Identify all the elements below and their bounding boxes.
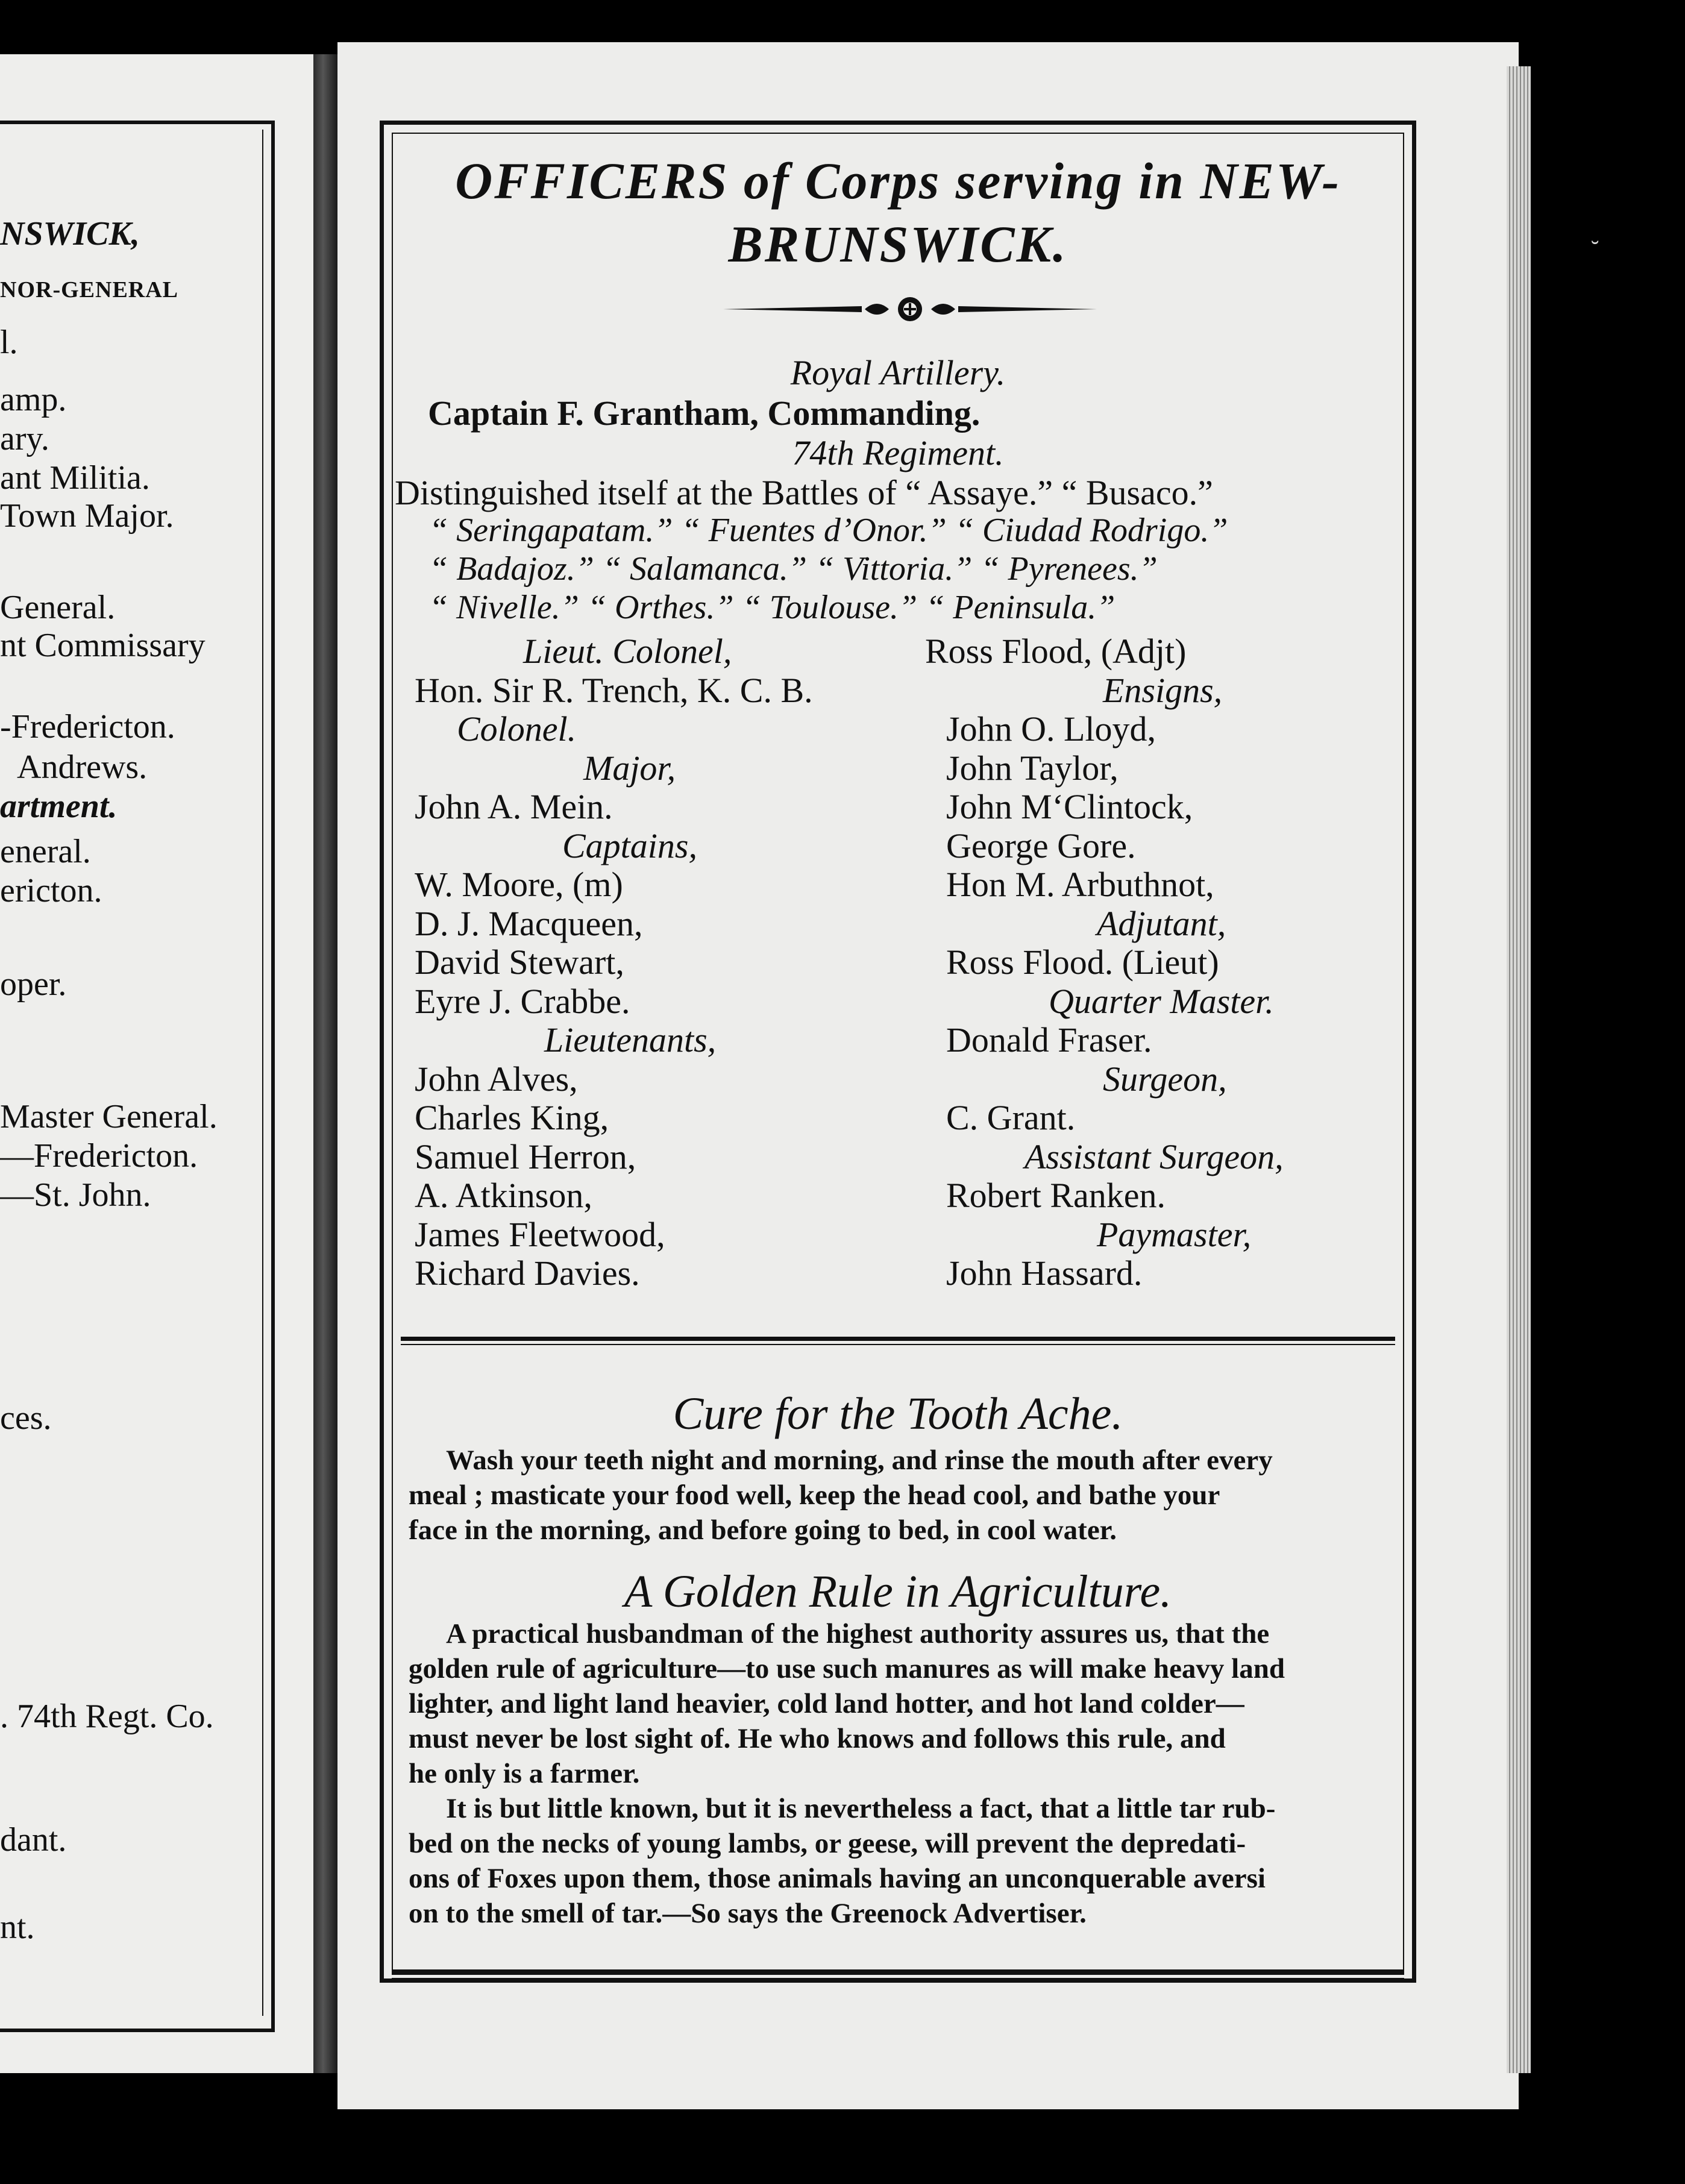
tooth-ache-line: face in the morning, and before going to bed, in cool water. bbox=[409, 1514, 1117, 1546]
officer-name: George Gore. bbox=[946, 826, 1136, 865]
page-title-continued: BRUNSWICK. bbox=[728, 215, 1068, 273]
officer-name: Eyre J. Crabbe. bbox=[415, 981, 630, 1021]
left-page-line: artment. bbox=[0, 788, 118, 825]
ornament-divider bbox=[723, 294, 1097, 324]
officer-name: Ross Flood. (Lieut) bbox=[946, 943, 1219, 982]
scan-mark: ˘ bbox=[1591, 236, 1599, 263]
heading-tooth-ache: Cure for the Tooth Ache. bbox=[673, 1389, 1123, 1439]
officer-rank: Quarter Master. bbox=[1049, 981, 1274, 1021]
golden-rule-line: ons of Foxes upon them, those animals having an unconquerable aversi bbox=[409, 1863, 1266, 1894]
officer-name: John Hassard. bbox=[946, 1254, 1143, 1293]
tooth-ache-line: meal ; masticate your food well, keep the head cool, and bathe your bbox=[409, 1480, 1220, 1511]
officer-name: John O. Lloyd, bbox=[946, 709, 1156, 748]
left-page-line: ary. bbox=[0, 420, 49, 457]
golden-rule-line: golden rule of agriculture—to use such manures as will make heavy land bbox=[409, 1653, 1285, 1684]
left-page-line: Andrews. bbox=[17, 748, 148, 786]
officer-rank: Major, bbox=[583, 748, 676, 788]
officer-name: Robert Ranken. bbox=[946, 1176, 1166, 1215]
officer-name: Hon M. Arbuthnot, bbox=[946, 865, 1214, 904]
officer-name: Donald Fraser. bbox=[946, 1020, 1152, 1059]
left-page-line: —Fredericton. bbox=[0, 1137, 198, 1175]
officer-name: John Alves, bbox=[415, 1059, 578, 1099]
left-page-line: Master General. bbox=[0, 1098, 218, 1135]
officer-rank: Adjutant, bbox=[1097, 903, 1226, 943]
left-page-line: nt. bbox=[0, 1909, 35, 1946]
officer-name: Ross Flood, (Adjt) bbox=[925, 632, 1187, 671]
left-page-line: . 74th Regt. Co. bbox=[0, 1698, 214, 1735]
golden-rule-line: he only is a farmer. bbox=[409, 1758, 640, 1789]
golden-rule-line: It is but little known, but it is nevertheless a fact, that a little tar rub- bbox=[446, 1793, 1276, 1824]
left-page-line: amp. bbox=[0, 381, 67, 418]
officer-rank: Ensigns, bbox=[1103, 670, 1223, 710]
officer-name: James Fleetwood, bbox=[415, 1214, 665, 1254]
golden-rule-line: A practical husbandman of the highest authority assures us, that the bbox=[446, 1618, 1270, 1649]
golden-rule-line: must never be lost sight of. He who knows and follows this rule, and bbox=[409, 1723, 1226, 1754]
artillery-commander: Captain F. Grantham, Commanding. bbox=[428, 394, 981, 433]
left-page-line: NOR-GENERAL bbox=[0, 277, 179, 303]
battle-honours-line: “ Seringapatam.” “ Fuentes d’Onor.” “ Ciudad Rodrigo.” bbox=[429, 512, 1228, 549]
tooth-ache-line: Wash your teeth night and morning, and rinse the mouth after every bbox=[446, 1445, 1273, 1476]
golden-rule-line: on to the smell of tar.—So says the Greenock Advertiser. bbox=[409, 1898, 1087, 1929]
left-page-line: NSWICK, bbox=[0, 215, 140, 253]
left-page-line: Town Major. bbox=[0, 497, 174, 535]
battle-honours-line: “ Nivelle.” “ Orthes.” “ Toulouse.” “ Peninsula.” bbox=[429, 589, 1115, 626]
bottom-rule bbox=[392, 1971, 1404, 1979]
page-title: OFFICERS of Corps serving in NEW- bbox=[455, 152, 1341, 210]
section-heading-royal-artillery: Royal Artillery. bbox=[790, 353, 1006, 392]
golden-rule-line: bed on the necks of young lambs, or geese, will prevent the depredati- bbox=[409, 1828, 1246, 1859]
officer-name: D. J. Macqueen, bbox=[415, 903, 643, 943]
officer-name: A. Atkinson, bbox=[415, 1176, 592, 1215]
left-page-line: l. bbox=[0, 324, 18, 361]
officer-name: Samuel Herron, bbox=[415, 1137, 636, 1176]
section-heading-74th-regiment: 74th Regiment. bbox=[792, 433, 1004, 472]
left-page-line: ericton. bbox=[0, 872, 102, 909]
left-page-line: oper. bbox=[0, 965, 67, 1003]
left-page-line: -Fredericton. bbox=[0, 708, 175, 745]
officer-name: Richard Davies. bbox=[415, 1254, 640, 1293]
officer-rank: Colonel. bbox=[457, 709, 577, 748]
officer-rank: Captains, bbox=[562, 826, 697, 865]
officer-name: Hon. Sir R. Trench, K. C. B. bbox=[415, 670, 813, 710]
officer-rank: Surgeon, bbox=[1103, 1059, 1227, 1099]
left-page-line: nt Commissary bbox=[0, 627, 206, 664]
left-page-line: ant Militia. bbox=[0, 459, 150, 497]
left-page-line: dant. bbox=[0, 1821, 67, 1859]
officer-rank: Paymaster, bbox=[1097, 1214, 1252, 1254]
heading-golden-rule: A Golden Rule in Agriculture. bbox=[624, 1566, 1172, 1617]
left-page-line: —St. John. bbox=[0, 1176, 151, 1214]
left-page-line: General. bbox=[0, 589, 116, 626]
officer-name: John M‘Clintock, bbox=[946, 787, 1193, 826]
officer-rank: Lieut. Colonel, bbox=[523, 632, 732, 671]
left-page-line: ces. bbox=[0, 1399, 52, 1437]
officer-name: John Taylor, bbox=[946, 748, 1119, 788]
officer-rank: Lieutenants, bbox=[544, 1020, 717, 1059]
officer-name: Charles King, bbox=[415, 1098, 609, 1137]
battle-honours-line: Distinguished itself at the Battles of “ Assaye.” “ Busaco.” bbox=[395, 473, 1213, 512]
section-rule bbox=[401, 1337, 1395, 1345]
battle-honours-line: “ Badajoz.” “ Salamanca.” “ Vittoria.” “ Pyrenees.” bbox=[429, 550, 1158, 588]
officer-name: John A. Mein. bbox=[415, 787, 613, 826]
officer-rank: Assistant Surgeon, bbox=[1024, 1137, 1284, 1176]
officer-name: C. Grant. bbox=[946, 1098, 1076, 1137]
officer-name: W. Moore, (m) bbox=[415, 865, 623, 904]
golden-rule-line: lighter, and light land heavier, cold land hotter, and hot land colder— bbox=[409, 1688, 1244, 1719]
left-page-line: eneral. bbox=[0, 833, 91, 870]
officer-name: David Stewart, bbox=[415, 943, 624, 982]
